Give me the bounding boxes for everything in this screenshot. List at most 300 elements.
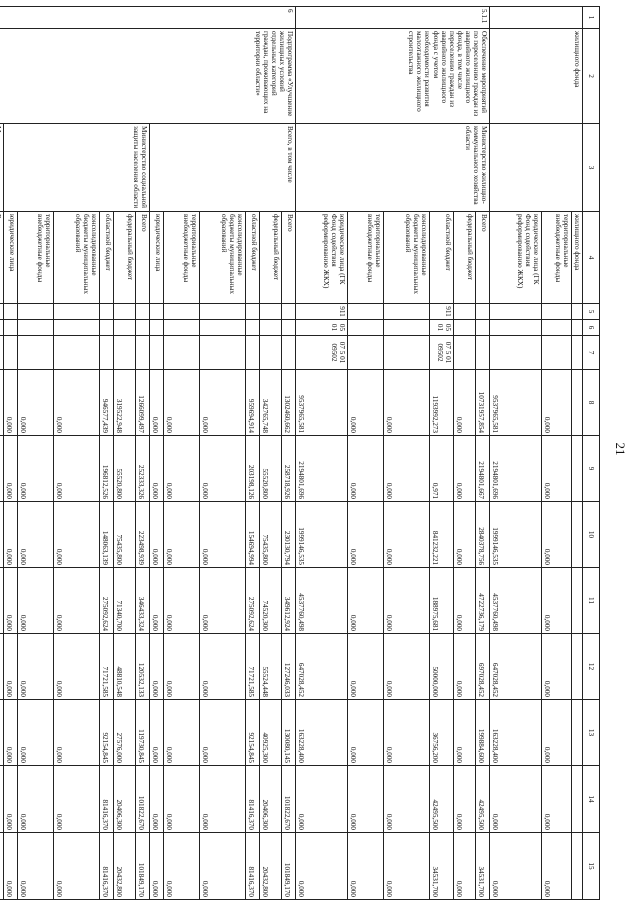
amount-cell: 0,000 (541, 502, 571, 568)
amount-cell: 0,000 (541, 436, 571, 502)
amount-cell: 48810,548 (113, 634, 135, 700)
budget-code-cell (53, 336, 99, 370)
budget-code-cell (541, 320, 571, 336)
column-header: 9 (583, 436, 600, 502)
amount-cell: 0,000 (163, 370, 199, 436)
budget-code-cell: 07 5 01 09502 (295, 336, 347, 370)
table-row (571, 7, 582, 900)
budget-code-cell (245, 304, 259, 320)
column-header: 3 (583, 124, 600, 212)
amount-cell: 4722736,179 (475, 568, 489, 634)
funding-source-cell: Всего (281, 212, 295, 304)
amount-cell: 148063,139 (99, 502, 113, 568)
amount-cell: 275092,624 (245, 568, 259, 634)
amount-cell: 0,000 (347, 634, 383, 700)
amount-cell: 0,000 (163, 502, 199, 568)
amount-cell: 36756,200 (429, 700, 453, 766)
amount-cell: 203198,126 (245, 436, 259, 502)
amount-cell: 0,000 (149, 766, 163, 833)
amount-cell: 0,000 (199, 833, 245, 900)
amount-cell: 230130,794 (281, 502, 295, 568)
amount-cell (0, 436, 3, 502)
amount-cell: 40925,300 (259, 700, 281, 766)
budget-code-cell (571, 336, 582, 370)
budget-code-cell (541, 336, 571, 370)
amount-cell: 0,000 (453, 436, 475, 502)
amount-cell: 71340,700 (113, 568, 135, 634)
amount-cell: 0,000 (199, 436, 245, 502)
budget-code-cell: 05 01 (295, 320, 347, 336)
executor-cell: Министерство жилищно-коммунального хозяйства области (295, 124, 489, 212)
budget-code-cell (163, 304, 199, 320)
amount-cell: 1999146,535 (489, 502, 541, 568)
amount-cell: 0,000 (347, 568, 383, 634)
amount-cell: 0,000 (383, 370, 429, 436)
amount-cell: 4537760,498 (295, 568, 347, 634)
budget-code-cell (0, 320, 3, 336)
budget-code-cell: 07 5 01 09502 (429, 336, 453, 370)
amount-cell: 34531,700 (429, 833, 453, 900)
amount-cell: 0,000 (149, 634, 163, 700)
budget-code-cell (475, 304, 489, 320)
amount-cell (0, 766, 3, 833)
amount-cell (571, 568, 582, 634)
table-row (135, 7, 149, 900)
amount-cell: 0,000 (541, 634, 571, 700)
budget-code-cell (3, 336, 17, 370)
budget-code-cell (259, 336, 281, 370)
amount-cell: 0,000 (453, 700, 475, 766)
funding-source-cell: федеральный бюджет (259, 212, 281, 304)
amount-cell: 0,000 (453, 634, 475, 700)
amount-cell: 0,000 (453, 766, 475, 833)
amount-cell: 0,000 (53, 700, 99, 766)
amount-cell: 188975,681 (429, 568, 453, 634)
funding-source-cell: юридические лица (ГК Фонд содействия реформированию ЖКХ) (489, 212, 541, 304)
amount-cell: 0,000 (453, 568, 475, 634)
amount-cell: 4537760,498 (489, 568, 541, 634)
funding-source-cell: федеральный бюджет (113, 212, 135, 304)
amount-cell: 20406,300 (259, 766, 281, 833)
budget-code-cell (347, 336, 383, 370)
amount-cell: 0,000 (149, 436, 163, 502)
column-header: 7 (583, 336, 600, 370)
amount-cell: 0,000 (3, 502, 17, 568)
amount-cell: 647028,452 (295, 634, 347, 700)
budget-code-cell (245, 320, 259, 336)
amount-cell: 0,000 (163, 634, 199, 700)
budget-code-cell (17, 304, 53, 320)
amount-cell: 0,000 (347, 502, 383, 568)
amount-cell: 0,000 (347, 436, 383, 502)
amount-cell: 81416,370 (99, 833, 113, 900)
amount-cell: 20406,300 (113, 766, 135, 833)
amount-cell: 647028,452 (489, 634, 541, 700)
budget-code-cell (113, 320, 135, 336)
amount-cell: 81416,370 (245, 833, 259, 900)
amount-cell: 0,000 (3, 370, 17, 436)
budget-code-cell (489, 320, 541, 336)
amount-cell: 10731957,854 (475, 370, 489, 436)
budget-code-cell (3, 304, 17, 320)
amount-cell: 55524,448 (259, 634, 281, 700)
budget-code-cell (571, 320, 582, 336)
amount-cell: 0,000 (53, 833, 99, 900)
amount-cell: 42495,500 (475, 766, 489, 833)
table-row (281, 7, 295, 900)
funding-source-cell: областной бюджет (245, 212, 259, 304)
column-header: 12 (583, 634, 600, 700)
amount-cell: 319522,948 (113, 370, 135, 436)
amount-cell: 0,000 (17, 370, 53, 436)
column-header: 14 (583, 766, 600, 833)
executor-cell (489, 124, 582, 212)
amount-cell: 101822,670 (135, 766, 149, 833)
budget-code-cell (3, 320, 17, 336)
amount-cell: 2194801,667 (475, 436, 489, 502)
funding-source-cell: юридические лица (3, 212, 17, 304)
budget-code-cell (135, 304, 149, 320)
amount-cell: 223498,939 (135, 502, 149, 568)
amount-cell: 0,000 (347, 700, 383, 766)
amount-cell: 0,000 (163, 700, 199, 766)
budget-code-cell (347, 304, 383, 320)
budget-code-cell (199, 304, 245, 320)
funding-source-cell (0, 212, 3, 304)
amount-cell: 119730,845 (135, 700, 149, 766)
amount-cell: 0,000 (295, 833, 347, 900)
amount-cell: 0,000 (53, 568, 99, 634)
amount-cell: 0,000 (3, 833, 17, 900)
amount-cell: 342765,748 (259, 370, 281, 436)
row-index-cell (489, 7, 582, 29)
amount-cell: 0,000 (383, 568, 429, 634)
budget-code-cell (17, 320, 53, 336)
budget-code-cell (99, 320, 113, 336)
activity-name-cell: жилищного фонда (489, 29, 582, 124)
amount-cell: 81416,370 (99, 766, 113, 833)
budget-code-cell (163, 320, 199, 336)
amount-cell: 71721,585 (99, 634, 113, 700)
amount-cell: 0,000 (199, 502, 245, 568)
amount-cell: 0,000 (149, 502, 163, 568)
amount-cell: 1193992,273 (429, 370, 453, 436)
funding-source-cell: областной бюджет (429, 212, 453, 304)
funding-source-cell: консолидированные бюджеты муниципальных образований (383, 212, 429, 304)
amount-cell: 71721,585 (245, 634, 259, 700)
amount-cell: 163228,400 (489, 700, 541, 766)
budget-code-cell (347, 320, 383, 336)
budget-code-cell (0, 336, 3, 370)
funding-source-cell: консолидированные бюджеты муниципальных образований (53, 212, 99, 304)
amount-cell: 0,000 (17, 634, 53, 700)
budget-code-cell (383, 304, 429, 320)
budget-code-cell (17, 336, 53, 370)
amount-cell: 0,000 (3, 436, 17, 502)
amount-cell: 0,000 (53, 370, 99, 436)
amount-cell: 55520,800 (113, 436, 135, 502)
table-container (5, 6, 600, 899)
amount-cell: 0,000 (3, 634, 17, 700)
budget-code-cell: 911 (295, 304, 347, 320)
amount-cell: 0,000 (383, 634, 429, 700)
budget-code-cell (453, 304, 475, 320)
amount-cell: 199884,600 (475, 700, 489, 766)
amount-cell (571, 700, 582, 766)
amount-cell: 130080,145 (281, 700, 295, 766)
amount-cell (0, 502, 3, 568)
table-row (0, 7, 3, 900)
amount-cell: 0,000 (347, 370, 383, 436)
amount-cell: 349612,924 (281, 568, 295, 634)
amount-cell (0, 568, 3, 634)
amount-cell: 0,000 (199, 700, 245, 766)
amount-cell: 346433,324 (135, 568, 149, 634)
column-header: 10 (583, 502, 600, 568)
budget-code-cell (199, 336, 245, 370)
amount-cell: 0,000 (149, 833, 163, 900)
amount-cell: 0,000 (347, 833, 383, 900)
budget-code-cell (475, 320, 489, 336)
amount-cell (0, 833, 3, 900)
budget-code-cell (281, 304, 295, 320)
funding-source-cell: территориальные внебюджетные фонды (541, 212, 571, 304)
amount-cell: 0,000 (453, 502, 475, 568)
budget-code-cell (259, 304, 281, 320)
budget-code-cell (245, 336, 259, 370)
budget-code-cell (453, 320, 475, 336)
funding-source-cell: юридические лица (149, 212, 163, 304)
amount-cell: 0,000 (17, 700, 53, 766)
amount-cell: 0,000 (541, 700, 571, 766)
amount-cell: 101822,670 (281, 766, 295, 833)
budget-code-cell (163, 336, 199, 370)
executor-cell: Министерство социальной защиты населения области (3, 124, 149, 212)
amount-cell: 0,000 (199, 568, 245, 634)
amount-cell: 0,000 (489, 766, 541, 833)
amount-cell: 196812,526 (99, 436, 113, 502)
amount-cell: 258718,926 (281, 436, 295, 502)
budget-code-cell (113, 304, 135, 320)
amount-cell (571, 436, 582, 502)
amount-cell: 697028,452 (475, 634, 489, 700)
budget-code-cell (199, 320, 245, 336)
amount-cell: 0,000 (453, 370, 475, 436)
budget-code-cell (135, 320, 149, 336)
amount-cell: 0,000 (53, 634, 99, 700)
amount-cell: 154694,994 (245, 502, 259, 568)
budget-code-cell (571, 304, 582, 320)
budget-code-cell (149, 320, 163, 336)
amount-cell: 0,000 (453, 833, 475, 900)
budget-code-cell (281, 336, 295, 370)
amount-cell: 42495,500 (429, 766, 453, 833)
amount-cell: 0,000 (541, 766, 571, 833)
column-header: 1 (583, 7, 600, 29)
funding-source-cell: территориальные внебюджетные фонды (347, 212, 383, 304)
activity-name-cell: Обеспечение мероприятий по переселению граждан из аварийного жилищного фонда, в том числе переселению граждан из аварийного жилищного фонда с учетом необходимости развития малоэтажного жилищного строительства (295, 29, 489, 124)
amount-cell: 27576,000 (113, 700, 135, 766)
amount-cell: 252333,326 (135, 436, 149, 502)
funding-source-cell: жилищного фонда (571, 212, 582, 304)
amount-cell: 2194801,696 (295, 436, 347, 502)
rotated-page (5, 6, 600, 899)
amount-cell (571, 833, 582, 900)
funding-source-cell: федеральный бюджет (453, 212, 475, 304)
amount-cell: 0,000 (149, 568, 163, 634)
budget-code-cell (475, 336, 489, 370)
amount-cell: 0,971 (429, 436, 453, 502)
budget-code-cell (149, 304, 163, 320)
amount-cell: 0,000 (489, 833, 541, 900)
budget-code-cell (453, 336, 475, 370)
amount-cell: 0,000 (295, 766, 347, 833)
amount-cell: 20432,800 (259, 833, 281, 900)
budget-code-cell (383, 320, 429, 336)
budget-code-cell (383, 336, 429, 370)
amount-cell: 0,000 (163, 833, 199, 900)
budget-code-cell (99, 304, 113, 320)
budget-code-cell: 05 01 (429, 320, 453, 336)
amount-cell: 275092,624 (99, 568, 113, 634)
amount-cell: 9537965,581 (295, 370, 347, 436)
activity-name-cell: Подпрограмма «Улучшение жилищных условий отдельных категорий граждан, проживающих на территории области» (0, 29, 295, 124)
column-header: 11 (583, 568, 600, 634)
budget-code-cell (489, 336, 541, 370)
amount-cell: 9537965,581 (489, 370, 541, 436)
funding-source-cell: областной бюджет (99, 212, 113, 304)
budget-code-cell (281, 320, 295, 336)
executor-cell (0, 124, 3, 212)
amount-cell: 0,000 (53, 766, 99, 833)
amount-cell (571, 766, 582, 833)
page-number: 21 (613, 442, 628, 456)
table-row (475, 7, 489, 900)
budget-code-cell (53, 320, 99, 336)
amount-cell: 50000,000 (429, 634, 453, 700)
row-index-cell: 5.1.1 (295, 7, 489, 29)
amount-cell (0, 700, 3, 766)
amount-cell: 20432,800 (113, 833, 135, 900)
amount-cell: 1999146,535 (295, 502, 347, 568)
amount-cell: 0,000 (17, 502, 53, 568)
amount-cell: 1302460,662 (281, 370, 295, 436)
funding-source-cell: территориальные внебюджетные фонды (17, 212, 53, 304)
executor-cell: Всего, в том числе (149, 124, 295, 212)
amount-cell: 0,000 (17, 833, 53, 900)
amount-cell: 0,000 (53, 502, 99, 568)
amount-cell: 0,000 (163, 568, 199, 634)
amount-cell: 127246,033 (281, 634, 295, 700)
funding-source-cell: консолидированные бюджеты муниципальных образований (199, 212, 245, 304)
budget-code-cell (135, 336, 149, 370)
amount-cell: 92154,845 (245, 700, 259, 766)
budget-code-cell (53, 304, 99, 320)
funding-source-cell: Всего (135, 212, 149, 304)
budget-table (0, 6, 600, 900)
amount-cell: 163228,400 (295, 700, 347, 766)
amount-cell: 0,000 (17, 436, 53, 502)
amount-cell: 0,000 (541, 370, 571, 436)
amount-cell: 74520,300 (259, 568, 281, 634)
amount-cell: 0,000 (383, 436, 429, 502)
amount-cell: 0,000 (383, 700, 429, 766)
column-header: 8 (583, 370, 600, 436)
amount-cell: 75435,800 (259, 502, 281, 568)
amount-cell (571, 502, 582, 568)
amount-cell: 81416,370 (245, 766, 259, 833)
amount-cell: 0,000 (17, 766, 53, 833)
amount-cell: 0,000 (347, 766, 383, 833)
column-number-row (583, 7, 600, 900)
amount-cell: 0,000 (53, 436, 99, 502)
budget-code-cell (489, 304, 541, 320)
amount-cell: 0,000 (541, 833, 571, 900)
amount-cell (571, 634, 582, 700)
amount-cell: 34531,700 (475, 833, 489, 900)
amount-cell: 959694,914 (245, 370, 259, 436)
amount-cell (0, 634, 3, 700)
amount-cell: 0,000 (163, 436, 199, 502)
row-index-cell: 6 (0, 7, 295, 29)
budget-code-cell (113, 336, 135, 370)
amount-cell: 55520,800 (259, 436, 281, 502)
amount-cell: 0,000 (149, 370, 163, 436)
amount-cell (571, 370, 582, 436)
amount-cell (0, 370, 3, 436)
amount-cell: 0,000 (383, 502, 429, 568)
funding-source-cell: Всего (475, 212, 489, 304)
budget-code-cell (541, 304, 571, 320)
amount-cell: 0,000 (199, 370, 245, 436)
amount-cell: 0,000 (3, 568, 17, 634)
funding-source-cell: юридические лица (ГК Фонд содействия реформированию ЖКХ) (295, 212, 347, 304)
column-header: 15 (583, 833, 600, 900)
amount-cell: 75435,800 (113, 502, 135, 568)
amount-cell: 0,000 (541, 568, 571, 634)
column-header: 5 (583, 304, 600, 320)
budget-code-cell: 911 (429, 304, 453, 320)
amount-cell: 0,000 (163, 766, 199, 833)
budget-code-cell (149, 336, 163, 370)
amount-cell: 2840378,756 (475, 502, 489, 568)
budget-code-cell (0, 304, 3, 320)
amount-cell: 0,000 (199, 766, 245, 833)
column-header: 6 (583, 320, 600, 336)
amount-cell: 946577,439 (99, 370, 113, 436)
amount-cell: 0,000 (3, 700, 17, 766)
amount-cell: 0,000 (383, 833, 429, 900)
amount-cell: 841232,221 (429, 502, 453, 568)
amount-cell: 0,000 (17, 568, 53, 634)
funding-source-cell: территориальные внебюджетные фонды (163, 212, 199, 304)
amount-cell: 0,000 (3, 766, 17, 833)
amount-cell: 1266099,497 (135, 370, 149, 436)
amount-cell: 0,000 (199, 634, 245, 700)
budget-code-cell (99, 336, 113, 370)
amount-cell: 120532,133 (135, 634, 149, 700)
column-header: 4 (583, 212, 600, 304)
budget-code-cell (259, 320, 281, 336)
amount-cell: 101849,170 (135, 833, 149, 900)
amount-cell: 0,000 (149, 700, 163, 766)
amount-cell: 0,000 (383, 766, 429, 833)
column-header: 2 (583, 29, 600, 124)
column-header: 13 (583, 700, 600, 766)
amount-cell: 2194801,696 (489, 436, 541, 502)
amount-cell: 92154,845 (99, 700, 113, 766)
amount-cell: 101849,170 (281, 833, 295, 900)
